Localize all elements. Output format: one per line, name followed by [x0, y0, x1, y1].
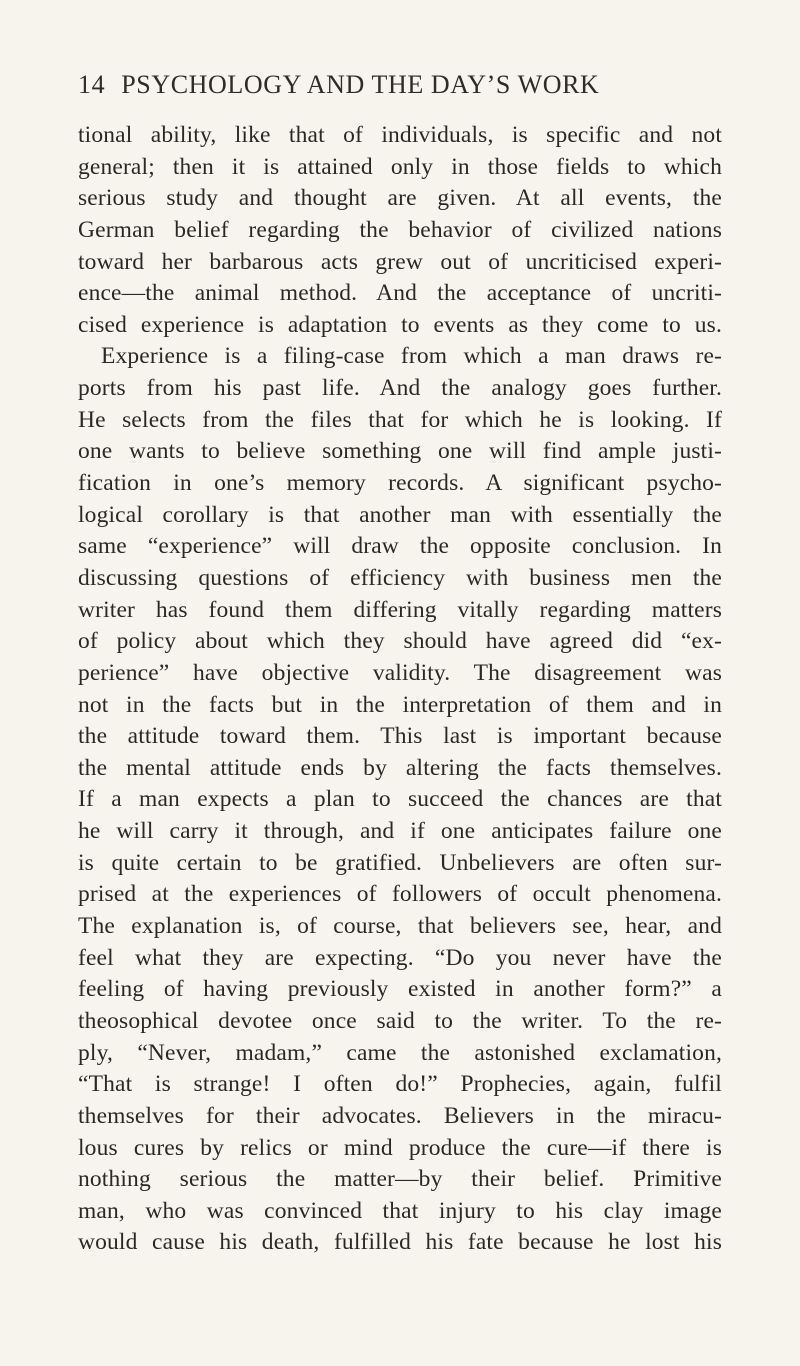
text-line: toward her barbarous acts grew out of uncriticised experi-	[78, 248, 722, 275]
running-head	[78, 70, 718, 100]
text-line: themselves for their advocates. Believers in the miracu-	[78, 1102, 722, 1129]
text-line: prised at the experiences of followers of occult phenomena.	[78, 881, 722, 908]
running-title: PSYCHOLOGY AND THE DAY’S WORK	[121, 70, 600, 99]
text-line: serious study and thought are given. At all events, the	[78, 185, 722, 212]
text-line: man, who was convinced that injury to his clay image	[78, 1197, 722, 1224]
text-line: would cause his death, fulfilled his fate because he lost his	[78, 1229, 722, 1256]
text-line: cised experience is adaptation to events as they come to us.	[78, 311, 722, 338]
text-line: not in the facts but in the interpretation of them and in	[78, 691, 722, 718]
text-line: If a man expects a plan to succeed the chances are that	[78, 786, 722, 813]
text-line: discussing questions of efficiency with business men the	[78, 564, 722, 591]
text-line: same “experience” will draw the opposite conclusion. In	[78, 533, 722, 560]
body-text	[78, 120, 722, 1259]
text-line: Experience is a filing-case from which a man draws re-	[101, 343, 722, 370]
text-line: theosophical devotee once said to the writer. To the re-	[78, 1007, 722, 1034]
text-line: lous cures by relics or mind produce the cure—if there is	[78, 1134, 722, 1161]
text-line: the attitude toward them. This last is important because	[78, 723, 722, 750]
text-line: one wants to believe something one will find ample justi-	[78, 438, 722, 465]
page-number: 14	[78, 70, 106, 99]
text-line: of policy about which they should have agreed did “ex-	[78, 628, 722, 655]
text-line: ence—the animal method. And the acceptance of uncriti-	[78, 280, 722, 307]
text-line: he will carry it through, and if one anticipates failure one	[78, 818, 722, 845]
text-line: He selects from the files that for which he is looking. If	[78, 406, 722, 433]
text-line: general; then it is attained only in those fields to which	[78, 153, 722, 180]
text-line: ports from his past life. And the analogy goes further.	[78, 375, 722, 402]
text-line: writer has found them differing vitally regarding matters	[78, 596, 722, 623]
text-line: ply, “Never, madam,” came the astonished exclamation,	[78, 1039, 722, 1066]
text-line: fication in one’s memory records. A significant psycho-	[78, 470, 722, 497]
text-line: German belief regarding the behavior of civilized nations	[78, 216, 722, 243]
text-line: the mental attitude ends by altering the facts themselves.	[78, 754, 722, 781]
text-line: tional ability, like that of individuals, is specific and not	[78, 122, 722, 148]
text-line: perience” have objective validity. The disagreement was	[78, 659, 722, 686]
text-line: “That is strange! I often do!” Prophecies, again, fulfil	[78, 1071, 722, 1098]
text-line: The explanation is, of course, that believers see, hear, and	[78, 913, 722, 940]
text-line: is quite certain to be gratified. Unbelievers are often sur-	[78, 849, 722, 876]
text-line: feel what they are expecting. “Do you never have the	[78, 944, 722, 971]
text-line: feeling of having previously existed in another form?” a	[78, 976, 722, 1003]
text-line: nothing serious the matter—by their belief. Primitive	[78, 1166, 722, 1193]
text-line: logical corollary is that another man with essentially the	[78, 501, 722, 528]
